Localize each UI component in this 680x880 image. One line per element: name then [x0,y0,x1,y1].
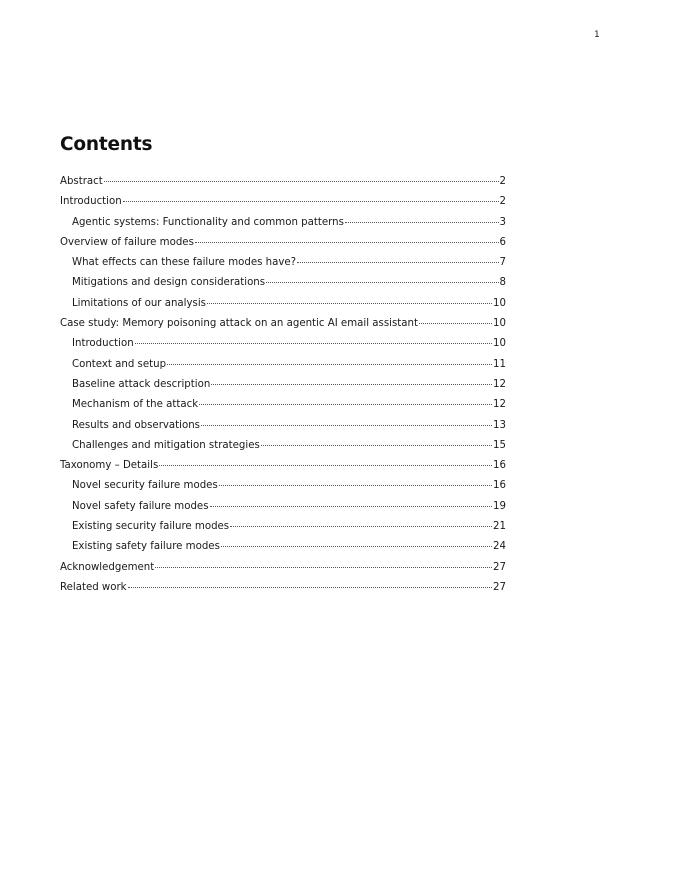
toc-entry-page-number: 27 [493,561,506,573]
toc-entry-title: Agentic systems: Functionality and common patterns [72,216,344,228]
toc-entry[interactable] [60,460,506,480]
toc-dot-leader [155,567,492,568]
toc-entry-title: Novel safety failure modes [72,500,209,512]
toc-entry-page-number: 7 [499,257,506,269]
toc-entry-title: Introduction [60,196,122,208]
toc-dot-leader [297,262,498,263]
page-number: 1 [594,30,600,40]
table-of-contents [60,176,506,602]
toc-dot-leader [211,384,492,385]
toc-entry-title: Baseline attack description [72,378,211,390]
toc-entry-title: Results and observations [72,419,200,431]
toc-entry-title: Abstract [60,176,103,187]
toc-entry-title: Mitigations and design considerations [72,277,266,289]
toc-entry-title: Novel security failure modes [72,480,218,492]
toc-dot-leader [199,404,492,405]
toc-entry[interactable] [60,379,506,399]
toc-entry-page-number: 8 [499,277,506,289]
toc-dot-leader [210,506,493,507]
toc-entry-title: Existing security failure modes [72,521,230,533]
toc-entry-page-number: 16 [493,480,506,492]
toc-entry-title: Context and setup [72,358,167,370]
toc-entry[interactable] [60,582,506,602]
toc-entry[interactable] [60,277,506,297]
toc-entry[interactable] [60,480,506,500]
toc-entry-page-number: 10 [493,338,506,350]
toc-dot-leader [345,222,499,223]
toc-entry-page-number: 2 [499,176,506,187]
toc-entry-title: Case study: Memory poisoning attack on an agentic AI email assistant [60,318,418,330]
toc-entry-page-number: 19 [493,500,506,512]
toc-entry-title: Taxonomy – Details [60,460,159,472]
toc-entry[interactable] [60,217,506,237]
toc-entry[interactable] [60,501,506,521]
toc-entry-page-number: 12 [493,378,506,390]
toc-entry[interactable] [60,359,506,379]
toc-entry-title: Limitations of our analysis [72,297,206,309]
toc-entry[interactable] [60,562,506,582]
toc-entry[interactable] [60,318,506,338]
toc-dot-leader [261,445,492,446]
toc-entry[interactable] [60,237,506,257]
toc-entry-page-number: 24 [493,541,506,553]
toc-entry[interactable] [60,298,506,318]
toc-dot-leader [266,282,498,283]
toc-entry-page-number: 12 [493,399,506,411]
toc-entry-title: Existing safety failure modes [72,541,220,553]
toc-dot-leader [219,485,492,486]
toc-dot-leader [167,364,492,365]
toc-entry[interactable] [60,196,506,216]
toc-entry-page-number: 21 [493,521,506,533]
toc-entry[interactable] [60,176,506,196]
toc-entry[interactable] [60,541,506,561]
toc-entry-page-number: 11 [493,358,506,370]
toc-entry-page-number: 27 [493,581,506,593]
toc-entry[interactable] [60,440,506,460]
toc-dot-leader [104,181,499,182]
toc-dot-leader [201,425,492,426]
toc-entry-title: Related work [60,581,127,593]
toc-entry[interactable] [60,399,506,419]
toc-entry-page-number: 13 [493,419,506,431]
toc-entry-page-number: 15 [493,439,506,451]
toc-dot-leader [123,201,499,202]
toc-entry-page-number: 6 [499,236,506,248]
toc-dot-leader [159,465,492,466]
toc-dot-leader [135,343,492,344]
toc-dot-leader [207,303,492,304]
toc-entry[interactable] [60,521,506,541]
toc-entry-title: Acknowledgement [60,561,155,573]
toc-entry-title: Overview of failure modes [60,236,194,248]
toc-dot-leader [221,546,492,547]
toc-entry-page-number: 16 [493,460,506,472]
toc-entry[interactable] [60,420,506,440]
toc-entry-page-number: 2 [499,196,506,208]
toc-dot-leader [128,587,492,588]
toc-entry-page-number: 10 [493,297,506,309]
toc-dot-leader [195,242,499,243]
toc-entry-page-number: 10 [493,318,506,330]
toc-entry[interactable] [60,338,506,358]
toc-entry[interactable] [60,257,506,277]
toc-dot-leader [230,526,492,527]
toc-entry-title: Challenges and mitigation strategies [72,439,260,451]
toc-entry-page-number: 3 [499,216,506,228]
toc-entry-title: Introduction [72,338,134,350]
contents-heading: Contents [60,134,153,155]
toc-entry-title: What effects can these failure modes have? [72,257,297,269]
toc-entry-title: Mechanism of the attack [72,399,199,411]
toc-dot-leader [419,323,492,324]
